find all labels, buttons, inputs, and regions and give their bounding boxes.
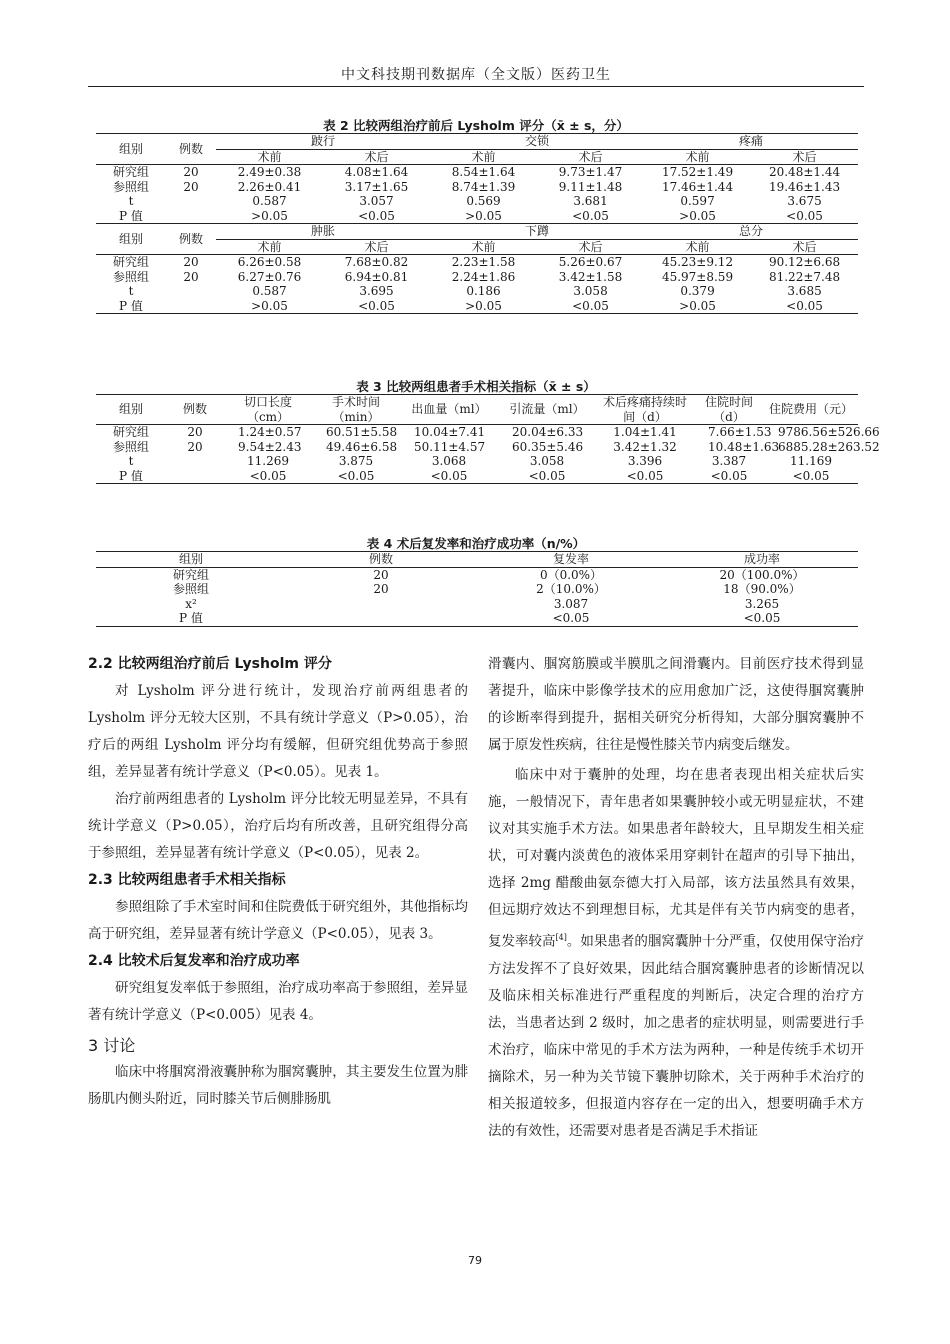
header-count: 例数: [166, 224, 216, 255]
sub-header: 术后: [364, 239, 389, 254]
table-cell: [166, 194, 216, 209]
table-cell: 20（100.0%）: [719, 567, 805, 582]
table-cell: 9.11±1.48: [558, 179, 623, 194]
table-cell: 2.24±1.86: [451, 269, 516, 284]
table-cell: 6.27±0.76: [237, 269, 302, 284]
table-cell: 3.058: [573, 284, 608, 298]
table-cell: 45.23±9.12: [661, 255, 734, 269]
table-row: [96, 299, 858, 314]
table-row: [96, 209, 858, 224]
table-row: [96, 597, 858, 612]
table-cell: t: [128, 284, 134, 298]
table-cell: 9.73±1.47: [558, 165, 623, 179]
paragraph: 参照组除了手术室时间和住院费低于研究组外，其他指标均高于研究组，差异显著有统计学意义（P<0.05），见表 3。: [88, 899, 468, 942]
header-item: 总分: [644, 224, 858, 240]
paragraph: 滑囊内、腘窝筋膜或半膜肌之间滑囊内。目前医疗技术得到显著提升，临床中影像学技术的应用愈加广泛，这使得腘窝囊肿的诊断率得到提升，据相关研究分析得知，大部分腘窝囊肿不属于原发性疾病，往往是慢性膝关节内病变后继发。: [488, 656, 864, 753]
citation-ref[interactable]: [4]: [555, 933, 567, 942]
table-cell: 3.42±1.58: [558, 269, 623, 284]
table-cell: >0.05: [465, 298, 502, 313]
section-2-4-title: 2.4 比较术后复发率和治疗成功率: [88, 953, 300, 969]
table-cell: 20.04±6.33: [512, 425, 584, 439]
table-cell: 0.587: [252, 194, 287, 208]
header-count: 例数: [182, 402, 207, 417]
table-cell: <0.05: [358, 298, 395, 313]
table-cell: 1.24±0.57: [238, 425, 302, 439]
table-cell: 0.587: [252, 284, 287, 298]
table-cell: <0.05: [572, 208, 609, 223]
table-cell: 81.22±7.48: [768, 269, 841, 284]
table-cell: <0.05: [572, 298, 609, 313]
table-cell: 17.52±1.49: [661, 165, 734, 179]
table-cell: 3.396: [627, 454, 663, 468]
table-cell: 3.42±1.32: [613, 439, 677, 454]
table-cell: t: [128, 194, 134, 208]
table-row: [96, 567, 858, 582]
table-cell: >0.05: [251, 208, 288, 223]
table3-caption: 表 3 比较两组患者手术相关指标（x̄ ± s）: [356, 379, 596, 394]
header-success: 成功率: [743, 552, 780, 566]
table-cell: 10.48±1.63: [708, 439, 780, 454]
table-cell: 20: [187, 425, 203, 439]
table-cell: <0.05: [249, 468, 287, 483]
table-cell: P 值: [119, 298, 143, 313]
paragraph: 临床中将腘窝滑液囊肿称为腘窝囊肿，其主要发生位置为腓肠肌内侧头附近，同时膝关节后侧腓肠肌: [88, 1064, 468, 1107]
header-item: 下蹲: [430, 224, 644, 240]
table-cell: 3.695: [359, 284, 394, 298]
header-item: 跛行: [216, 134, 430, 150]
table-cell: [166, 299, 216, 314]
table-row: [96, 440, 858, 455]
table-cell: 20: [187, 439, 203, 454]
table-cell: 9786.56±526.66: [778, 425, 880, 439]
table-cell: 参照组: [112, 439, 149, 454]
table2: [96, 133, 858, 314]
table-cell: <0.05: [337, 468, 375, 483]
table-row: [96, 469, 858, 484]
table-cell: <0.05: [786, 298, 823, 313]
table-cell: 20.48±1.44: [768, 165, 841, 179]
page-number: 79: [468, 1254, 482, 1267]
paragraph: 对 Lysholm 评分进行统计，发现治疗前两组患者的 Lysholm 评分无较大区别，不具有统计学意义（P>0.05），治疗后的两组 Lysholm 评分均有缓解，但研究组优势高于参照组，差异显著有统计学意义（P<0.05）。见表 1。: [88, 683, 468, 780]
table-cell: 90.12±6.68: [768, 255, 841, 269]
table4-caption: 表 4 术后复发率和治疗成功率（n/%）: [366, 536, 586, 551]
table-cell: >0.05: [251, 298, 288, 313]
table-cell: 0.186: [466, 284, 501, 298]
table-cell: 3.387: [711, 454, 747, 468]
header-op-time: 手术时间（min）: [331, 395, 380, 424]
sub-header: 术前: [471, 239, 496, 254]
sub-header: 术前: [685, 149, 710, 164]
table-cell: 参照组: [112, 179, 149, 194]
table-cell: 20: [373, 582, 389, 596]
table-cell: 4.08±1.64: [344, 165, 409, 179]
table-cell: 7.66±1.53: [708, 425, 772, 439]
table-cell: 0（0.0%）: [539, 567, 603, 582]
table-cell: 3.681: [573, 194, 608, 208]
paragraph-text: 。如果患者的腘窝囊肿十分严重，仅使用保守治疗方法发挥不了良好效果，因此结合腘窝囊肿患者的诊断情况以及临床相关标准进行严重程度的判断后，决定合理的治疗方法，当患者达到 2 级时，加之患者的症状明显，则需要进行手术治疗，临床中常见的手术方法为两种，一种是传统手术切开摘除术，另一种为关节镜下囊肿切除术，关于两种手术治疗的相关报道较多，但报道内容存在一定的出入，想要明确手术方法的有效性，还需要对患者是否满足手术指证: [488, 933, 865, 1139]
table4-header-row: [96, 552, 858, 568]
table-cell: 5.26±0.67: [558, 255, 623, 269]
section-3-title: 3 讨论: [88, 1036, 136, 1055]
table2-part1-body: [96, 165, 858, 224]
header-item: 疼痛: [644, 134, 858, 150]
sub-header: 术后: [792, 239, 817, 254]
header-drainage: 引流量（ml）: [509, 402, 585, 417]
table-cell: 3.057: [359, 194, 394, 208]
table-cell: 0.379: [680, 284, 715, 298]
header-pain-duration: 术后疼痛持续时间（d）: [602, 395, 687, 424]
header-cost: 住院费用（元）: [768, 402, 853, 417]
table-cell: <0.05: [792, 468, 830, 483]
table-cell: <0.05: [430, 468, 468, 483]
table2-part2-body: [96, 255, 858, 314]
table-cell: 2（10.0%）: [536, 582, 606, 596]
table4-body: [96, 567, 858, 626]
table-cell: <0.05: [626, 468, 664, 483]
table-cell: 11.169: [790, 454, 832, 468]
table-cell: t: [128, 454, 134, 468]
header-group: 组别: [96, 134, 166, 165]
sub-header: 术后: [578, 149, 603, 164]
table-cell: >0.05: [465, 208, 502, 223]
table-cell: 3.087: [553, 596, 589, 611]
table-row: [96, 425, 858, 440]
table-cell: <0.05: [786, 208, 823, 223]
table-cell: <0.05: [358, 208, 395, 223]
table3-header-row: [96, 395, 858, 425]
table-cell: 2.49±0.38: [237, 165, 302, 179]
table-cell: 0.569: [466, 194, 501, 208]
table-row: [96, 284, 858, 299]
header-bleeding: 出血量（ml）: [411, 402, 487, 417]
sub-header: 术后: [792, 149, 817, 164]
table-row: [96, 255, 858, 270]
sub-header: 术前: [685, 239, 710, 254]
header-item: 交锁: [430, 134, 644, 150]
table-cell: 6.94±0.81: [344, 269, 409, 284]
table-cell: [166, 284, 216, 299]
table-cell: 3.058: [529, 454, 565, 468]
table-row: [96, 194, 858, 209]
sub-header: 术后: [578, 239, 603, 254]
table-cell: x²: [185, 596, 197, 611]
table-cell: 17.46±1.44: [661, 179, 734, 194]
table-cell: 3.875: [338, 454, 374, 468]
table-row: [96, 454, 858, 469]
table-row: [96, 270, 858, 285]
table-cell: 20: [373, 567, 389, 582]
paragraph-text: 临床中对于囊肿的处理，均在患者表现出相关症状后实施，一般情况下，青年患者如果囊肿较小或无明显症状，不建议对其实施手术方法。如果患者年龄较大，且早期发生相关症状，可对囊内淡黄色的液体采用穿刺针在超声的引导下抽出，选择 2mg 醋酸曲氨奈德大打入局部，该方法虽然具有效果，但远期疗效达不到理想目标，尤其是伴有关节内病变的患者，复发率较高: [488, 767, 864, 950]
table-cell: 3.17±1.65: [344, 179, 409, 194]
table-cell: [286, 611, 476, 626]
left-column: [88, 651, 468, 1113]
table-cell: 20: [183, 165, 199, 179]
table-cell: 20: [183, 269, 199, 284]
header-count: 例数: [166, 134, 216, 165]
table-cell: 8.74±1.39: [451, 179, 516, 194]
table-cell: 60.35±5.46: [512, 439, 584, 454]
sub-header: 术前: [471, 149, 496, 164]
sub-header: 术前: [257, 239, 282, 254]
table-row: [96, 165, 858, 180]
table-cell: 20: [183, 179, 199, 194]
table-cell: <0.05: [552, 611, 590, 625]
header-stay: 住院时间（d）: [704, 395, 753, 424]
table-cell: P 值: [179, 611, 203, 625]
table-cell: 18（90.0%）: [723, 582, 801, 596]
header-group: 组别: [96, 224, 166, 255]
table-cell: P 值: [119, 208, 143, 223]
table-cell: 0.597: [680, 194, 715, 208]
table-cell: 20: [183, 255, 199, 269]
section-2-2-title: 2.2 比较两组治疗前后 Lysholm 评分: [88, 656, 332, 672]
table-cell: 49.46±6.58: [326, 439, 398, 454]
table-cell: 2.26±0.41: [237, 179, 302, 194]
sub-header: 术后: [364, 149, 389, 164]
table-cell: 研究组: [172, 567, 209, 582]
table-cell: [286, 597, 476, 612]
table-cell: [166, 209, 216, 224]
table-row: [96, 582, 858, 597]
table-cell: >0.05: [679, 208, 716, 223]
table-cell: [166, 469, 224, 484]
table-cell: 研究组: [112, 165, 149, 179]
header-count: 例数: [368, 552, 393, 566]
table-cell: 3.675: [787, 194, 822, 208]
paragraph: [488, 762, 864, 1145]
right-column: [488, 651, 864, 1145]
table-cell: 8.54±1.64: [451, 165, 516, 179]
table-cell: P 值: [119, 468, 143, 483]
table-cell: 1.04±1.41: [613, 425, 677, 439]
table2-caption: 表 2 比较两组治疗前后 Lysholm 评分（x̄ ± s，分）: [323, 118, 629, 133]
header-rule: [88, 86, 864, 87]
header-incision: 切口长度（cm）: [243, 395, 292, 424]
header-group: 组别: [178, 552, 203, 566]
table-cell: 研究组: [112, 425, 149, 439]
table-cell: 9.54±2.43: [238, 439, 302, 454]
table-cell: <0.05: [743, 611, 781, 625]
table-cell: 60.51±5.58: [326, 425, 398, 439]
table-cell: 参照组: [172, 582, 209, 596]
section-2-3-title: 2.3 比较两组患者手术相关指标: [88, 872, 286, 888]
table-cell: >0.05: [679, 298, 716, 313]
table-cell: 3.068: [431, 454, 467, 468]
sub-header: 术前: [257, 149, 282, 164]
table-cell: 研究组: [112, 255, 149, 269]
table-cell: 7.68±0.82: [344, 255, 409, 269]
table-cell: [166, 454, 224, 469]
paragraph: 治疗前两组患者的 Lysholm 评分比较无明显差异，不具有统计学意义（P>0.05），治疗后均有所改善，且研究组得分高于参照组，差异显著有统计学意义（P<0.05），见表 2。: [88, 791, 468, 861]
table-cell: 参照组: [112, 269, 149, 284]
table-cell: 50.11±4.57: [414, 439, 486, 454]
header-recurrence: 复发率: [552, 552, 589, 566]
table-cell: 6.26±0.58: [237, 255, 302, 269]
table4: [96, 551, 858, 627]
table-cell: 6885.28±263.52: [778, 439, 880, 454]
table-cell: 45.97±8.59: [661, 269, 734, 284]
paragraph: 研究组复发率低于参照组，治疗成功率高于参照组，差异显著有统计学意义（P<0.005）见表 4。: [88, 980, 468, 1023]
table-cell: 11.269: [247, 454, 289, 468]
table-row: [96, 180, 858, 195]
table-cell: <0.05: [710, 468, 748, 483]
header-group: 组别: [118, 402, 143, 417]
journal-header: 中文科技期刊数据库（全文版）医药卫生: [341, 67, 611, 83]
table-cell: 3.685: [787, 284, 822, 298]
header-item: 肿胀: [216, 224, 430, 240]
table-cell: 3.265: [744, 596, 780, 611]
table3: [96, 394, 880, 484]
table-cell: 2.23±1.58: [451, 255, 516, 269]
table-cell: <0.05: [528, 468, 566, 483]
table-cell: 10.04±7.41: [414, 425, 486, 439]
table3-body: [96, 425, 880, 484]
table-row: [96, 611, 858, 626]
table-cell: 19.46±1.43: [768, 179, 841, 194]
